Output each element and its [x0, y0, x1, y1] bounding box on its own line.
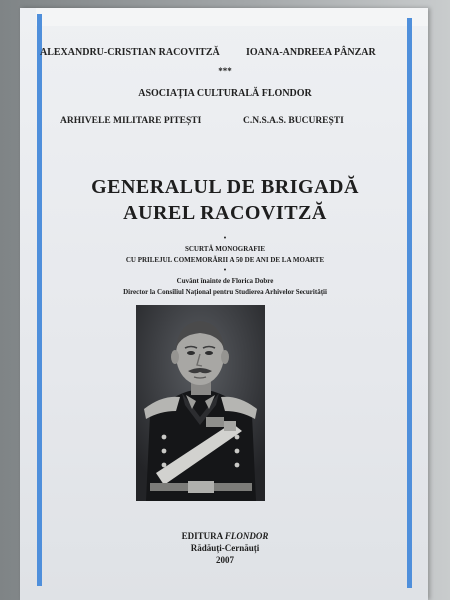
- author-left: ALEXANDRU-CRISTIAN RACOVITZĂ: [40, 47, 220, 58]
- page-top-edge: [36, 8, 428, 26]
- association-name: ASOCIAȚIA CULTURALĂ FLONDOR: [138, 88, 312, 99]
- subtitle-line-1: SCURTĂ MONOGRAFIE: [184, 245, 266, 253]
- title-line-2: AUREL RACOVITZĂ: [123, 202, 327, 224]
- separator-stars: ***: [218, 66, 232, 76]
- subtitle-line-2: CU PRILEJUL COMEMORĂRII A 50 DE ANI DE LA MOARTE: [125, 256, 325, 264]
- bullet-1: •: [223, 234, 227, 242]
- left-blue-rule: [37, 14, 42, 586]
- bullet-2: •: [223, 266, 227, 274]
- publisher-prefix: EDITURA: [181, 531, 225, 541]
- title-line-1: GENERALUL DE BRIGADĂ: [91, 176, 359, 198]
- publication-year: 2007: [216, 555, 234, 565]
- foreword-line-1: Cuvânt înainte de Florica Dobre: [176, 277, 274, 285]
- publisher-name: FLONDOR: [224, 531, 269, 541]
- publisher-line: [0, 531, 450, 541]
- archive-left: ARHIVELE MILITARE PITEȘTI: [60, 116, 202, 126]
- author-right: IOANA-ANDREEA PÂNZAR: [246, 47, 376, 58]
- general-portrait-photo: [136, 305, 265, 501]
- archive-right: C.N.S.A.S. BUCUREȘTI: [243, 116, 344, 126]
- right-blue-rule: [407, 18, 412, 588]
- publisher-city: Rădăuți-Cernăuți: [190, 543, 260, 553]
- foreword-line-2: Director la Consiliul Național pentru Studierea Arhivelor Securității: [123, 288, 327, 296]
